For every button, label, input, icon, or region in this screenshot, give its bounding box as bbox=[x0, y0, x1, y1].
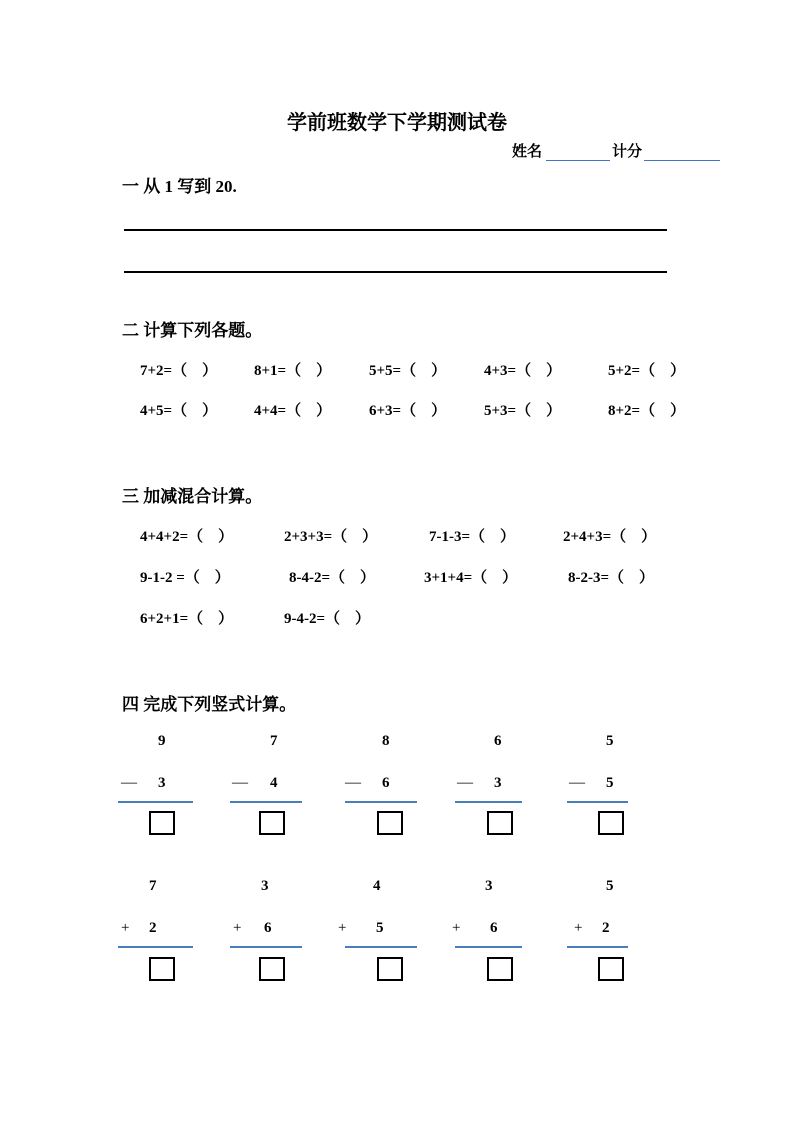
minus-sign: — bbox=[121, 774, 137, 791]
vertical-top-number: 3 bbox=[485, 878, 493, 894]
problem-item[interactable]: 8+2=（ ） bbox=[608, 403, 686, 419]
vertical-top-number: 8 bbox=[382, 733, 390, 749]
calc-underline bbox=[455, 801, 522, 803]
problem-item[interactable]: 2+4+3=（ ） bbox=[563, 529, 657, 545]
name-blank[interactable] bbox=[546, 146, 610, 161]
problem-item[interactable]: 4+4+2=（ ） bbox=[140, 529, 234, 545]
answer-box[interactable] bbox=[149, 811, 175, 835]
vertical-bottom-number: 4 bbox=[270, 775, 278, 791]
vertical-bottom-number: 3 bbox=[494, 775, 502, 791]
minus-sign: — bbox=[345, 774, 361, 791]
answer-box[interactable] bbox=[487, 957, 513, 981]
problem-item[interactable]: 8-2-3=（ ） bbox=[568, 570, 655, 586]
calc-underline bbox=[567, 801, 628, 803]
vertical-top-number: 5 bbox=[606, 733, 614, 749]
section-3-heading: 三 加减混合计算。 bbox=[122, 487, 263, 506]
vertical-bottom-number: 6 bbox=[490, 920, 498, 936]
problem-item[interactable]: 4+4=（ ） bbox=[254, 403, 332, 419]
plus-sign: + bbox=[452, 920, 461, 936]
vertical-bottom-number: 2 bbox=[149, 920, 157, 936]
answer-box[interactable] bbox=[259, 811, 285, 835]
problem-item[interactable]: 6+3=（ ） bbox=[369, 403, 447, 419]
vertical-top-number: 9 bbox=[158, 733, 166, 749]
calc-underline bbox=[345, 801, 417, 803]
vertical-top-number: 7 bbox=[149, 878, 157, 894]
plus-sign: + bbox=[574, 920, 583, 936]
writing-line-1[interactable] bbox=[124, 229, 667, 231]
vertical-bottom-number: 3 bbox=[158, 775, 166, 791]
problem-item[interactable]: 7+2=（ ） bbox=[140, 363, 218, 379]
vertical-bottom-number: 6 bbox=[264, 920, 272, 936]
answer-box[interactable] bbox=[377, 957, 403, 981]
vertical-bottom-number: 5 bbox=[376, 920, 384, 936]
plus-sign: + bbox=[121, 920, 130, 936]
problem-item[interactable]: 2+3+3=（ ） bbox=[284, 529, 378, 545]
vertical-bottom-number: 5 bbox=[606, 775, 614, 791]
answer-box[interactable] bbox=[598, 811, 624, 835]
problem-item[interactable]: 8-4-2=（ ） bbox=[289, 570, 376, 586]
calc-underline bbox=[230, 801, 302, 803]
problem-item[interactable]: 9-4-2=（ ） bbox=[284, 611, 371, 627]
vertical-bottom-number: 6 bbox=[382, 775, 390, 791]
vertical-bottom-number: 2 bbox=[602, 920, 610, 936]
minus-sign: — bbox=[232, 774, 248, 791]
vertical-top-number: 5 bbox=[606, 878, 614, 894]
problem-item[interactable]: 6+2+1=（ ） bbox=[140, 611, 234, 627]
calc-underline bbox=[567, 946, 628, 948]
answer-box[interactable] bbox=[259, 957, 285, 981]
minus-sign: — bbox=[457, 774, 473, 791]
answer-box[interactable] bbox=[598, 957, 624, 981]
problem-item[interactable]: 8+1=（ ） bbox=[254, 363, 332, 379]
answer-box[interactable] bbox=[377, 811, 403, 835]
problem-item[interactable]: 5+5=（ ） bbox=[369, 363, 447, 379]
problem-item[interactable]: 4+3=（ ） bbox=[484, 363, 562, 379]
calc-underline bbox=[118, 801, 193, 803]
problem-item[interactable]: 3+1+4=（ ） bbox=[424, 570, 518, 586]
section-2-heading: 二 计算下列各题。 bbox=[122, 321, 263, 340]
name-label: 姓名 bbox=[512, 144, 543, 160]
answer-box[interactable] bbox=[487, 811, 513, 835]
calc-underline bbox=[118, 946, 193, 948]
page-title: 学前班数学下学期测试卷 bbox=[287, 112, 507, 134]
vertical-top-number: 6 bbox=[494, 733, 502, 749]
calc-underline bbox=[455, 946, 522, 948]
problem-item[interactable]: 7-1-3=（ ） bbox=[429, 529, 516, 545]
problem-item[interactable]: 4+5=（ ） bbox=[140, 403, 218, 419]
writing-line-2[interactable] bbox=[124, 271, 667, 273]
calc-underline bbox=[345, 946, 417, 948]
problem-item[interactable]: 9-1-2 =（ ） bbox=[140, 570, 230, 586]
problem-item[interactable]: 5+2=（ ） bbox=[608, 363, 686, 379]
plus-sign: + bbox=[233, 920, 242, 936]
section-1-heading: 一 从 1 写到 20. bbox=[122, 177, 237, 196]
plus-sign: + bbox=[338, 920, 347, 936]
vertical-top-number: 4 bbox=[373, 878, 381, 894]
score-blank[interactable] bbox=[644, 146, 720, 161]
minus-sign: — bbox=[569, 774, 585, 791]
vertical-top-number: 3 bbox=[261, 878, 269, 894]
problem-item[interactable]: 5+3=（ ） bbox=[484, 403, 562, 419]
answer-box[interactable] bbox=[149, 957, 175, 981]
section-4-heading: 四 完成下列竖式计算。 bbox=[122, 695, 297, 714]
vertical-top-number: 7 bbox=[270, 733, 278, 749]
calc-underline bbox=[230, 946, 302, 948]
name-score-row bbox=[512, 140, 720, 161]
score-label: 计分 bbox=[612, 144, 643, 160]
